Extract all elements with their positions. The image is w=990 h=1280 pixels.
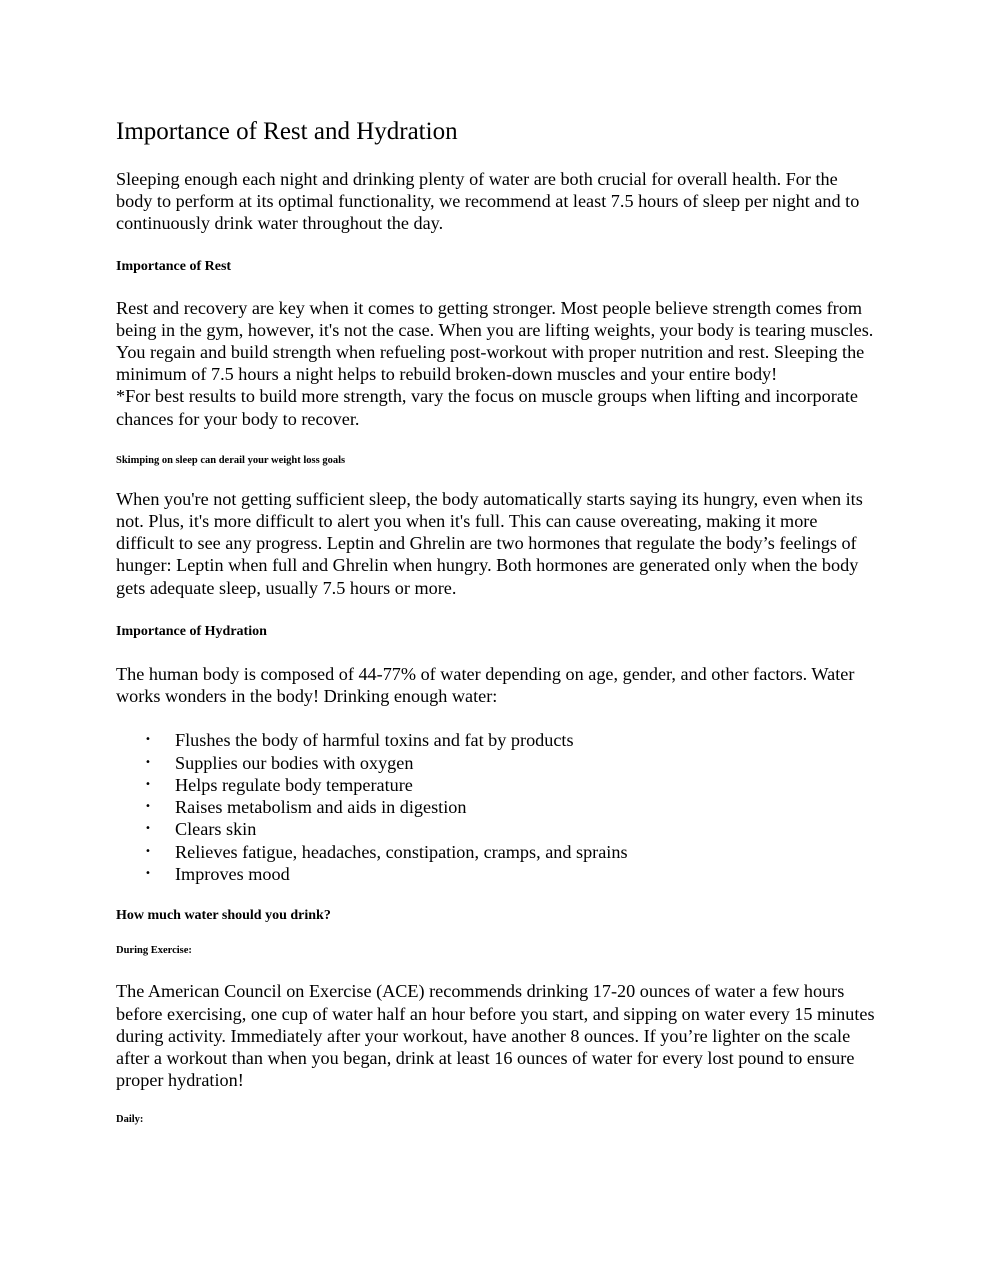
sleep-paragraph: When you're not getting sufficient sleep, the body automatically starts saying its hungry, even when its not. Plus, it's more difficult to alert you when it's full. This can cause overeating, making it more difficult to see any progress. Leptin and Ghrelin are two hormones that regulate the body’s feelings of hunger: Leptin when full and Ghrelin when hungry. Both hormones are generated only when the body gets adequate sleep, usually 7.5 hours or more. — [116, 488, 863, 598]
hydration-paragraph: The human body is composed of 44-77% of water depending on age, gender, and other factors. Water works wonders in the body! Drinking enough water: — [116, 663, 855, 707]
rest-paragraph: Rest and recovery are key when it comes to getting stronger. Most people believe strength comes from being in the gym, however, it's not the case. When you are lifting weights, your body is tearing muscles. You regain and build strength when refueling post-workout with proper nutrition and rest. Sleeping the minimum of 7.5 hours a night helps to rebuild broken-down muscles and your entire body! — [116, 297, 874, 385]
bullet-icon: • — [145, 823, 151, 835]
list-item-text: Improves mood — [175, 864, 290, 885]
hydration-heading: Importance of Hydration — [116, 623, 267, 639]
exercise-paragraph: The American Council on Exercise (ACE) recommends drinking 17-20 ounces of water a few hours before exercising, one cup of water half an hour before you start, and sipping on water every 15 minutes during activity. Immediately after your workout, have another 8 ounces. If you’re lighter on the scale after a workout than when you began, drink at least 16 ounces of water for every lost pound to ensure proper hydration! — [116, 981, 875, 1091]
exercise-heading: During Exercise: — [116, 945, 192, 957]
rest-tip-paragraph: *For best results to build more strength, vary the focus on muscle groups when lifting and incorporate chances for your body to recover. — [116, 386, 859, 429]
list-item-text: Supplies our bodies with oxygen — [175, 752, 414, 773]
bullet-icon: • — [145, 756, 151, 768]
list-item — [116, 841, 876, 863]
list-item — [116, 863, 876, 885]
bullet-icon: • — [145, 734, 151, 746]
water-amount-heading: How much water should you drink? — [116, 908, 331, 924]
list-item — [116, 796, 876, 818]
hydration-benefits-list — [116, 729, 876, 885]
list-item-text: Flushes the body of harmful toxins and fat by products — [175, 730, 574, 751]
list-item-text: Relieves fatigue, headaches, constipation, cramps, and sprains — [175, 841, 628, 862]
list-item — [116, 818, 876, 840]
bullet-icon: • — [145, 801, 151, 813]
rest-heading: Importance of Rest — [116, 258, 232, 274]
bullet-icon: • — [145, 868, 151, 880]
list-item-text: Clears skin — [175, 819, 257, 840]
list-item-text: Helps regulate body temperature — [175, 774, 413, 795]
list-item — [116, 729, 876, 751]
document-title: Importance of Rest and Hydration — [116, 118, 458, 145]
list-item — [116, 752, 876, 774]
sleep-heading: Skimping on sleep can derail your weight loss goals — [116, 454, 346, 466]
bullet-icon: • — [145, 778, 151, 790]
bullet-icon: • — [145, 845, 151, 857]
document-page — [116, 116, 876, 1127]
intro-paragraph: Sleeping enough each night and drinking plenty of water are both crucial for overall health. For the body to perform at its optimal functionality, we recommend at least 7.5 hours of sleep per night and to continuously drink water throughout the day. — [116, 169, 860, 234]
daily-heading: Daily: — [116, 1114, 144, 1126]
list-item-text: Raises metabolism and aids in digestion — [175, 797, 467, 818]
list-item — [116, 774, 876, 796]
